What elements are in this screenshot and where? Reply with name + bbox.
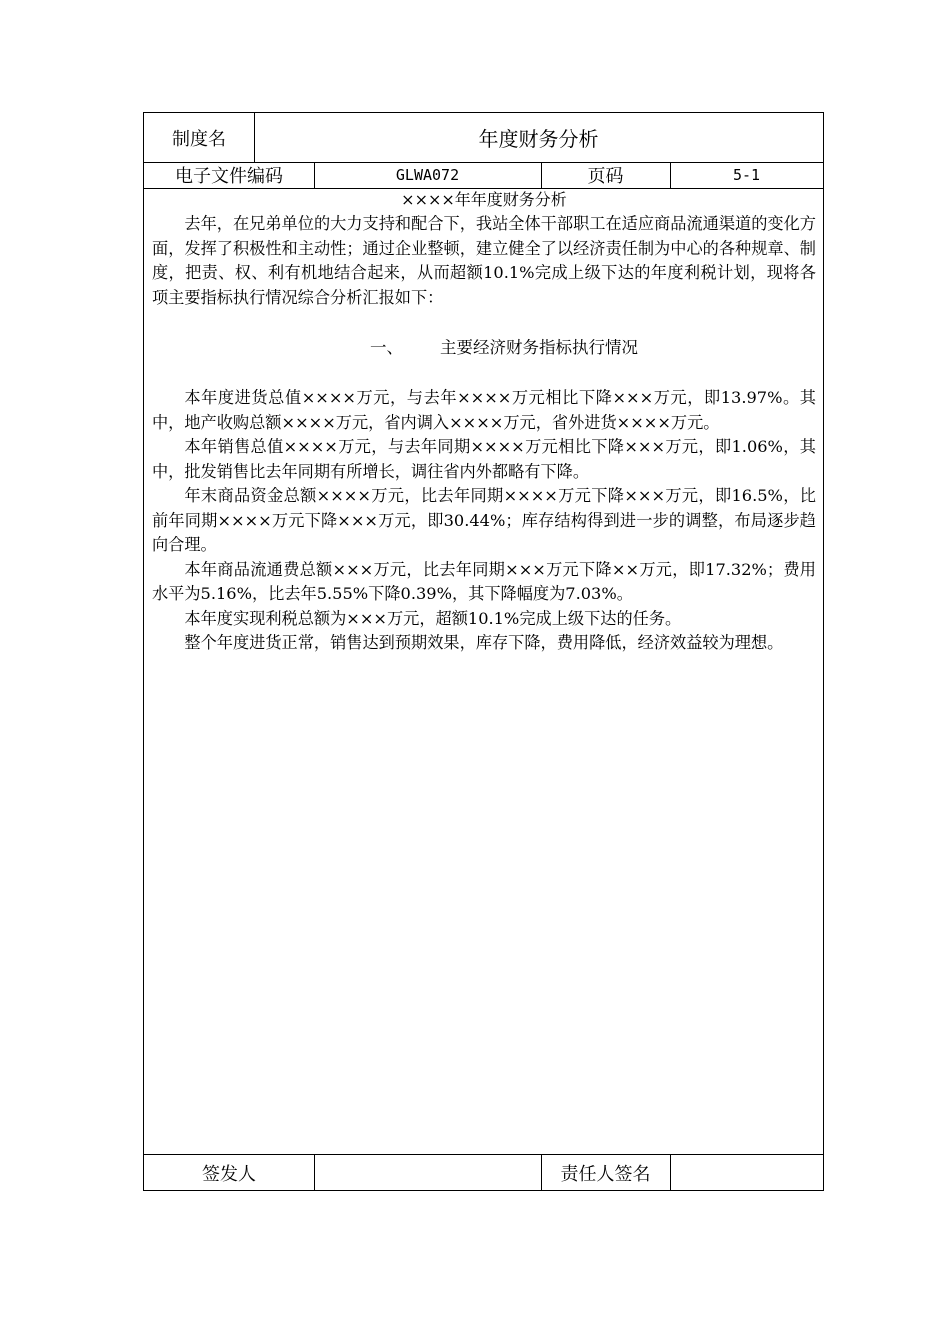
document-body (152, 188, 816, 656)
body-paragraph: 本年度进货总值××××万元，与去年××××万元相比下降×××万元，即13.97%。其中，地产收购总额××××万元，省内调入××××万元，省外进货××××万元。 (152, 388, 816, 432)
file-code-label: 电子文件编码 (175, 166, 283, 187)
responsible-label: 责任人签名 (560, 1163, 651, 1185)
section-title: 主要经济财务指标执行情况 (440, 338, 638, 357)
body-paragraph: 本年销售总值××××万元，与去年同期××××万元相比下降×××万元，即1.06%，其中，批发销售比去年同期有所增长，调往省内外都略有下降。 (152, 437, 816, 481)
system-name-value: 年度财务分析 (478, 127, 599, 151)
file-code-value: GLWA072 (395, 166, 460, 184)
system-name-label: 制度名 (172, 128, 226, 150)
body-paragraph: 本年商品流通费总额×××万元，比去年同期×××万元下降××万元，即17.32%；费用水平为5.16%，比去年5.55%下降0.39%，其下降幅度为7.03%。 (152, 559, 816, 603)
section-heading (152, 336, 816, 360)
page-value: 5-1 (732, 166, 761, 184)
section-number: 一、 (370, 338, 403, 357)
intro-paragraph: 去年，在兄弟单位的大力支持和配合下，我站全体干部职工在适应商品流通渠道的变化方面，发挥了积极性和主动性；通过企业整顿，建立健全了以经济责任制为中心的各种规章、制度，把责、权、利有机地结合起来，从而超额10.1%完成上级下达的年度利税计划，现将各项主要指标执行情况综合分析汇报如下： (152, 214, 816, 307)
body-paragraph: 本年度实现利税总额为×××万元，超额10.1%完成上级下达的任务。 (184, 608, 682, 628)
body-paragraph: 整个年度进货正常，销售达到预期效果，库存下降，费用降低，经济效益较为理想。 (184, 633, 784, 652)
document-subtitle: ××××年年度财务分析 (401, 190, 567, 209)
issuer-label: 签发人 (202, 1163, 256, 1185)
issuer-signature-field[interactable] (314, 1154, 541, 1191)
page-label: 页码 (587, 166, 624, 187)
responsible-signature-field[interactable] (670, 1154, 823, 1191)
body-paragraph: 年末商品资金总额××××万元，比去年同期××××万元下降×××万元，即16.5%，比前年同期××××万元下降×××万元，即30.44%；库存结构得到进一步的调整，布局逐步趋向合理。 (152, 486, 816, 554)
